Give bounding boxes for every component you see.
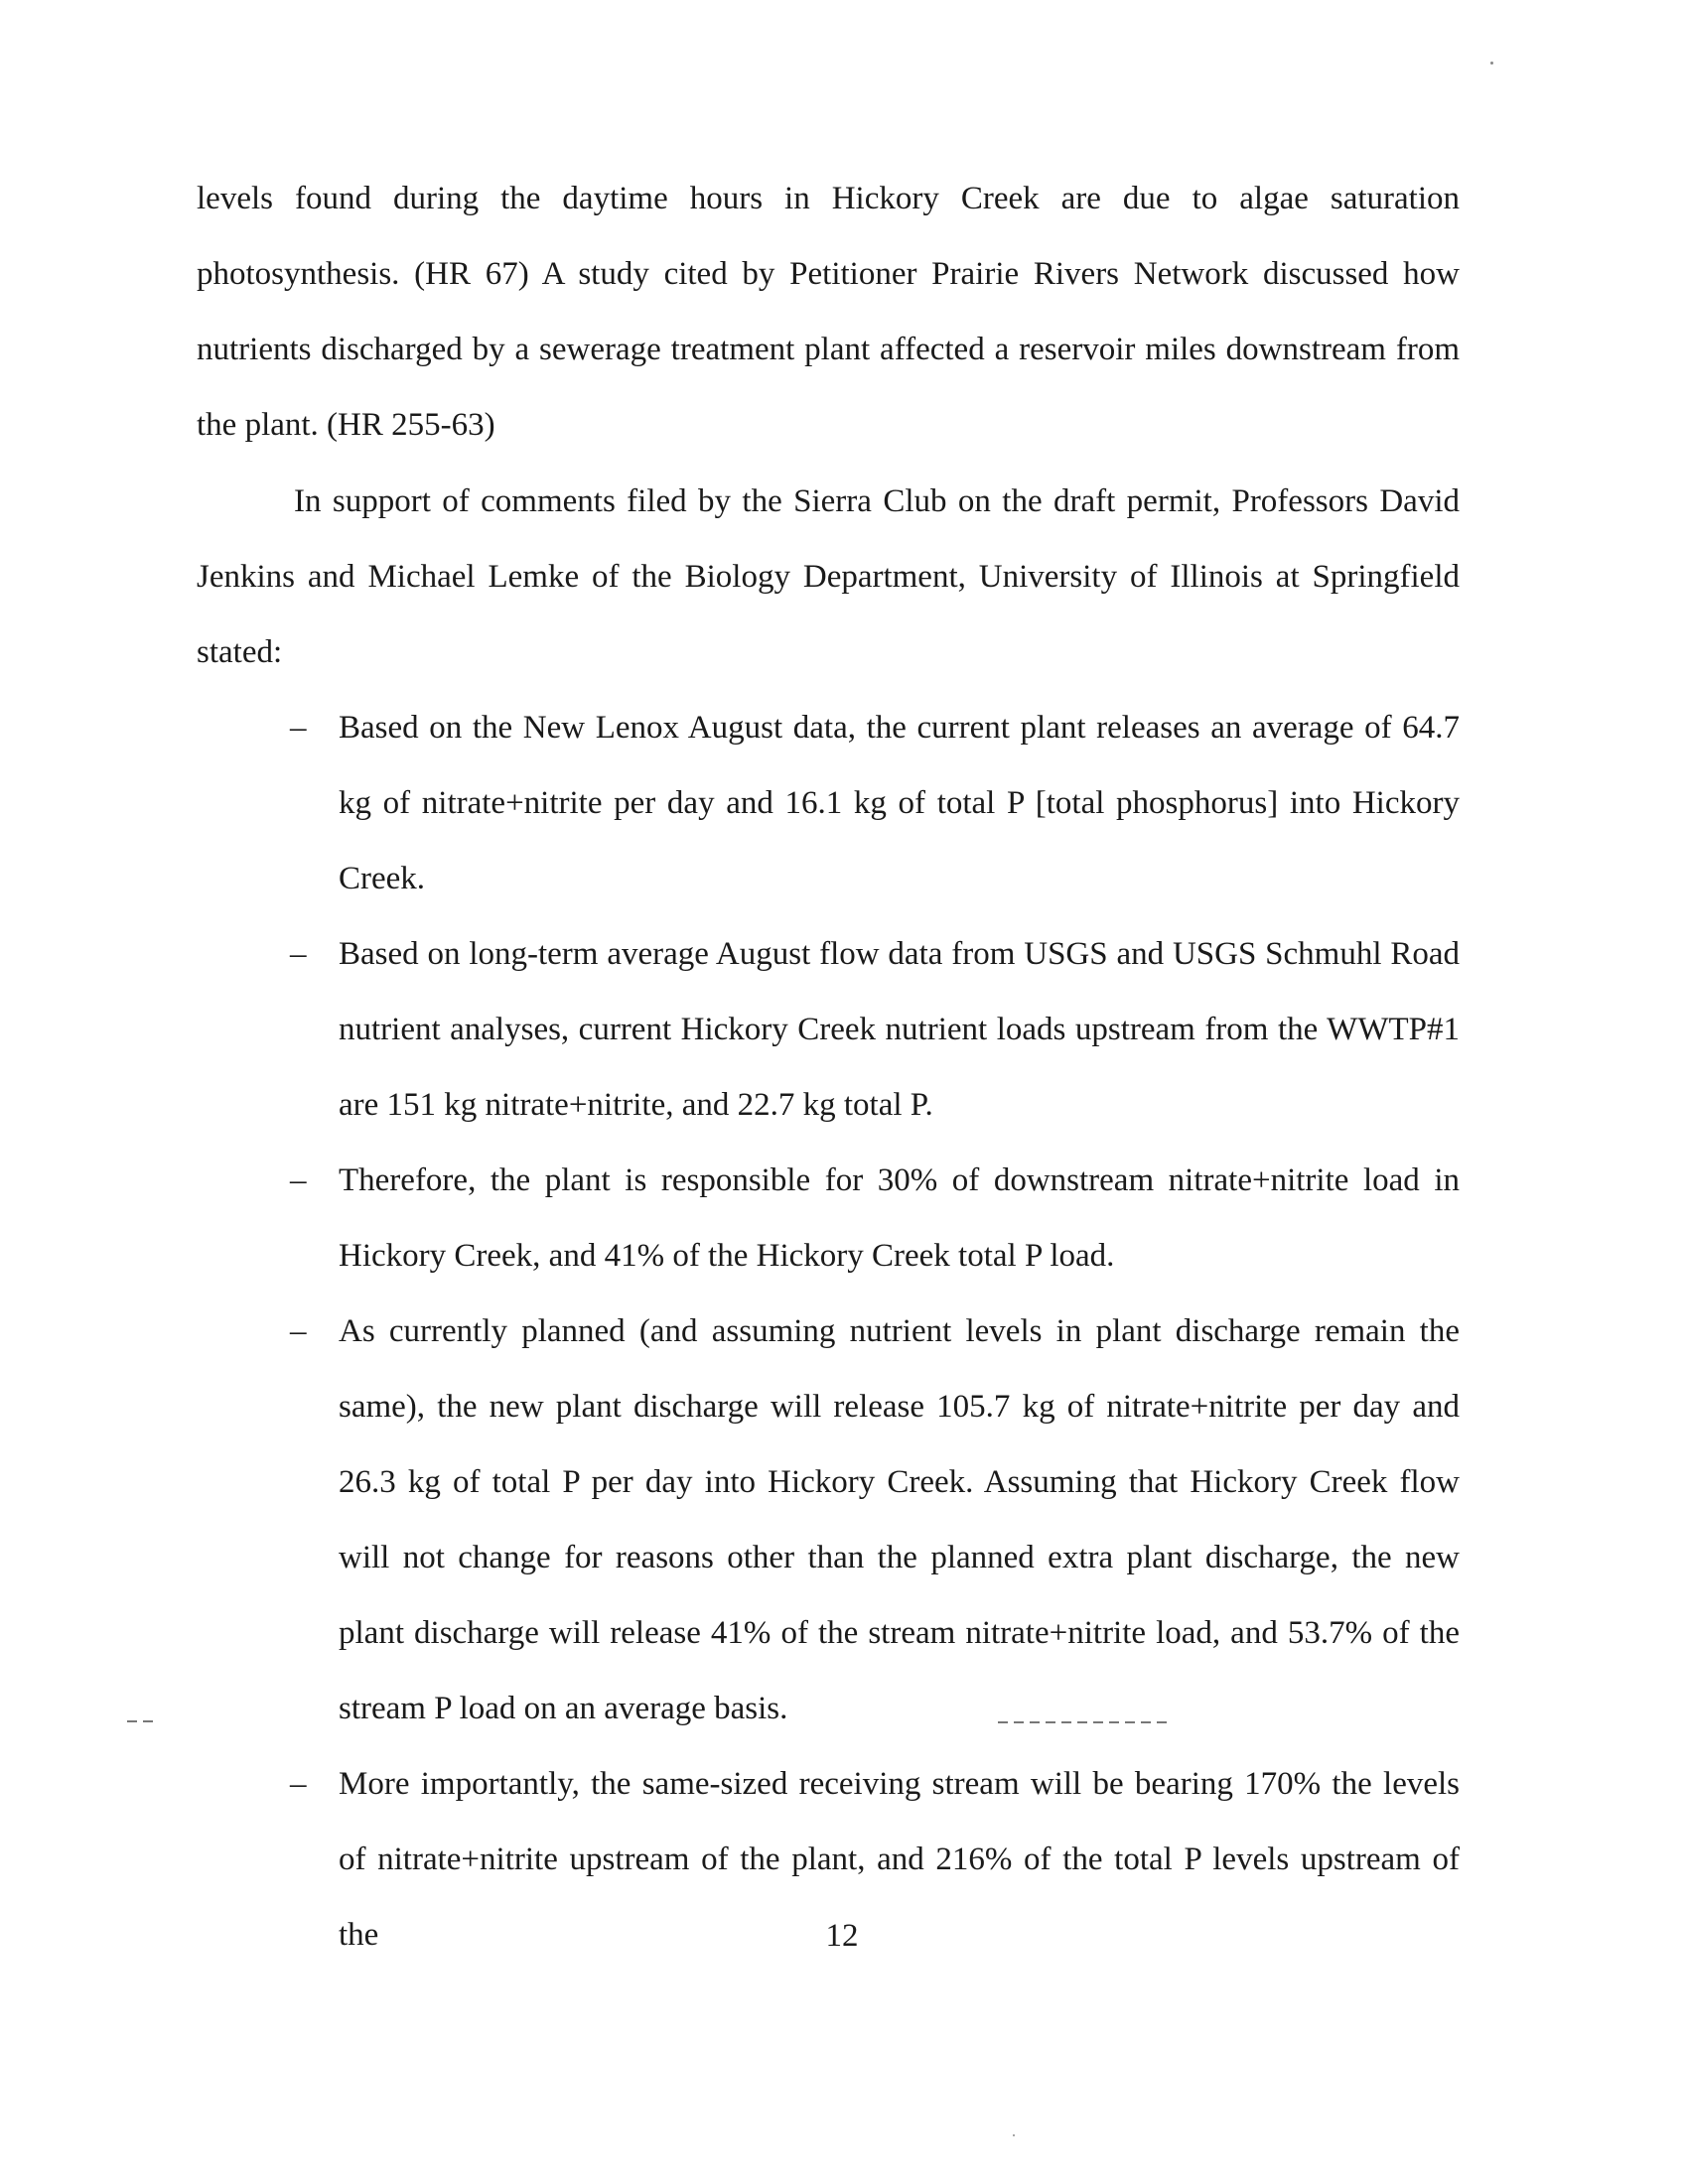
scan-artifact-line <box>127 1720 157 1722</box>
body-paragraph-2: In support of comments filed by the Sierra Club on the draft permit, Professors David Jenkins and Michael Lemke of the Biology Department, University of Illinois at Springfield stated: <box>197 483 1460 670</box>
dash-marker: – <box>290 710 307 746</box>
dash-marker: – <box>290 936 307 972</box>
list-item-text: Therefore, the plant is responsible for 30% of downstream nitrate+nitrite load in Hickory Creek, and 41% of the Hickory Creek total P load. <box>339 1162 1460 1274</box>
list-item <box>197 690 1460 916</box>
scan-speck <box>1013 2134 1015 2136</box>
list-item-text: More importantly, the same-sized receiving stream will be bearing 170% the levels of nitrate+nitrite upstream of the plant, and 216% of the total P levels upstream of the <box>339 1766 1460 1953</box>
scan-artifact-line <box>998 1721 1167 1723</box>
list-item <box>197 1143 1460 1294</box>
page-number: 12 <box>825 1918 859 1954</box>
list-item-text: As currently planned (and assuming nutrient levels in plant discharge remain the same), the new plant discharge will release 105.7 kg of nitrate+nitrite per day and 26.3 kg of total P per day into Hickory Creek. Assuming that Hickory Creek flow will not change for reasons other than the planned extra plant discharge, the new plant discharge will release 41% of the stream nitrate+nitrite load, and 53.7% of the stream P load on an average basis. <box>339 1313 1460 1726</box>
dash-marker: – <box>290 1162 307 1198</box>
body-paragraph-1: levels found during the daytime hours in Hickory Creek are due to algae saturation photosynthesis. (HR 67) A study cited by Petitioner Prairie Rivers Network discussed how nutrients discharged by a sewerage treatment plant affected a reservoir miles downstream from the plant. (HR 255-63) <box>197 181 1460 443</box>
list-item <box>197 916 1460 1143</box>
quoted-bullet-list <box>197 690 1460 1973</box>
dash-marker: – <box>290 1313 307 1349</box>
scan-speck <box>1490 62 1493 65</box>
list-item-text: Based on the New Lenox August data, the current plant releases an average of 64.7 kg of nitrate+nitrite per day and 16.1 kg of total P [total phosphorus] into Hickory Creek. <box>339 710 1460 896</box>
list-item-text: Based on long-term average August flow data from USGS and USGS Schmuhl Road nutrient analyses, current Hickory Creek nutrient loads upstream from the WWTP#1 are 151 kg nitrate+nitrite, and 22.7 kg total P. <box>339 936 1460 1123</box>
list-item <box>197 1294 1460 1746</box>
dash-marker: – <box>290 1766 307 1802</box>
